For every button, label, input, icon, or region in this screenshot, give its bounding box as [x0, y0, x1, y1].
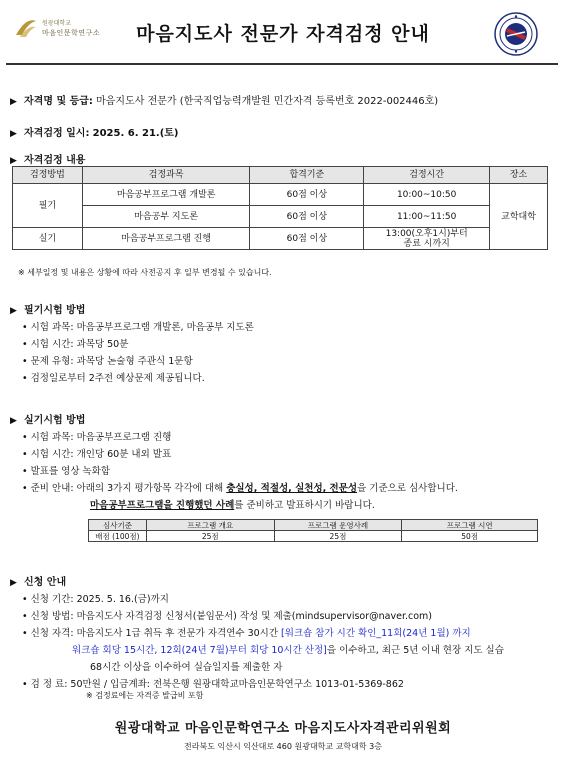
qualification-suffix: 을 이수하고, 최근 5년 이내 현장 지도 실습 [326, 645, 504, 656]
application-heading [10, 573, 66, 588]
list-item: • 검 정 료: 50만원 / 입금계좌: 전북은행 원광대학교마음인문학연구소 1013-01-5369-862 [22, 679, 404, 690]
prep-guide-line2 [90, 497, 375, 511]
header [0, 0, 566, 62]
time-cell: 11:00~11:50 [364, 206, 490, 228]
time-cell: 10:00~10:50 [364, 184, 490, 206]
practical-exam-heading [10, 411, 85, 426]
prep-guide-prefix: • 준비 안내: 아래의 3가지 평가항목 각각에 대해 [22, 483, 227, 494]
pass-cell: 60점 이상 [250, 184, 364, 206]
table-header-cell: 프로그램 개요 [146, 520, 274, 531]
exam-schedule-table [12, 166, 548, 250]
subject-cell: 마음공부프로그램 진행 [82, 228, 250, 250]
table-header-cell: 심사기준 [89, 520, 147, 531]
qualification-line1 [22, 625, 471, 639]
table-header-cell: 프로그램 시연 [402, 520, 538, 531]
table-header-cell: 장소 [490, 167, 548, 184]
list-item: • 시험 시간: 과목당 50분 [22, 339, 129, 350]
triangle-bullet-icon: ▶ [10, 97, 17, 107]
fee-note: ※ 검정료에는 자격증 발급비 포함 [86, 691, 204, 700]
table-cell: 배점 (100점) [89, 531, 147, 542]
time-line1: 13:00(오후1시)부터 [385, 228, 468, 239]
table-cell: 50점 [402, 531, 538, 542]
qualification-name-label: 자격명 및 등급: [24, 96, 93, 107]
list-item: • 신청 기간: 2025. 5. 16.(금)까지 [22, 594, 169, 605]
triangle-bullet-icon: ▶ [10, 156, 17, 166]
organization-address: 전라북도 익산시 익산대로 460 원광대학교 교학대학 3층 [184, 742, 382, 751]
prep-guide-line [22, 480, 458, 494]
written-exam-label: 필기시험 방법 [24, 305, 86, 316]
place-cell: 교학대학 [490, 184, 548, 250]
triangle-bullet-icon: ▶ [10, 416, 17, 426]
prep-guide-suffix2: 를 준비하고 발표하시기 바랍니다. [234, 500, 375, 511]
triangle-bullet-icon: ▶ [10, 129, 17, 139]
schedule-note: ※ 세부일정 및 내용은 상황에 따라 사전공지 후 일부 변경될 수 있습니다. [18, 268, 272, 277]
time-line2: 종료 시까지 [403, 238, 450, 249]
logo-line1: 원광대학교 [42, 20, 71, 27]
table-header-row [13, 167, 548, 184]
exam-content-heading [10, 151, 85, 166]
exam-content-label: 자격검정 내용 [24, 155, 86, 166]
pass-cell: 60점 이상 [250, 228, 364, 250]
qualification-line2 [72, 642, 504, 656]
exam-date-row [10, 124, 179, 139]
qualification-name-value: 마음지도사 전문가 (한국직업능력개발원 민간자격 등록번호 2022-002446호) [96, 96, 439, 107]
table-row [13, 184, 548, 206]
triangle-bullet-icon: ▶ [10, 578, 17, 588]
time-cell [364, 228, 490, 250]
qualification-prefix: • 신청 자격: 마음지도사 1급 취득 후 전문가 자격연수 30시간 [22, 628, 282, 639]
university-seal-icon [494, 12, 538, 56]
page-title: 마음지도사 전문가 자격검정 안내 [136, 23, 430, 45]
prep-guide-suffix: 을 기준으로 심사합니다. [357, 483, 458, 494]
practical-exam-label: 실기시험 방법 [24, 415, 86, 426]
table-header-cell: 검정방법 [13, 167, 83, 184]
subject-cell: 마음공부 지도론 [82, 206, 250, 228]
workshop-note-1: [워크숍 참가 시간 확인_11회(24년 1월) 까지 [281, 628, 471, 639]
qualification-line3: 68시간 이상을 이수하여 실습일지를 제출한 자 [90, 662, 283, 673]
table-cell: 25점 [146, 531, 274, 542]
table-header-cell: 합격기준 [250, 167, 364, 184]
table-row [13, 228, 548, 250]
triangle-bullet-icon: ▶ [10, 306, 17, 316]
table-header-cell: 검정과목 [82, 167, 250, 184]
exam-date-value: 2025. 6. 21.(토) [92, 128, 179, 139]
table-row [89, 531, 538, 542]
exam-date-label: 자격검정 일시: [24, 128, 90, 139]
table-row [13, 206, 548, 228]
practical-method-cell: 실기 [13, 228, 83, 250]
written-method-cell: 필기 [13, 184, 83, 228]
list-item: • 문제 유형: 과목당 논술형 주관식 1문항 [22, 356, 193, 367]
prep-case: 마음공부프로그램을 진행했던 사례 [90, 500, 235, 511]
application-label: 신청 안내 [24, 577, 67, 588]
header-divider [6, 63, 558, 65]
organization-name: 원광대학교 마음인문학연구소 마음지도사자격관리위원회 [114, 721, 452, 736]
table-header-cell: 프로그램 운영사례 [274, 520, 402, 531]
list-item: • 신청 방법: 마음지도사 자격검정 신청서(붙임문서) 작성 및 제출(mindsupervisor@naver.com) [22, 611, 432, 622]
subject-cell: 마음공부프로그램 개발론 [82, 184, 250, 206]
logo-line2: 마음인문학연구소 [42, 29, 101, 37]
list-item: • 시험 과목: 마음공부프로그램 진행 [22, 432, 172, 443]
written-exam-heading [10, 301, 85, 316]
prep-criteria: 충실성, 적절성, 실천성, 전문성 [226, 483, 358, 494]
table-header-cell: 검정시간 [364, 167, 490, 184]
workshop-note-2: 워크숍 회당 15시간, 12회(24년 7월)부터 회당 10시간 산정] [72, 645, 327, 656]
list-item: • 발표를 영상 녹화함 [22, 466, 111, 477]
qualification-name-row [10, 92, 438, 107]
list-item: • 시험 시간: 개인당 60분 내외 발표 [22, 449, 172, 460]
list-item: • 시험 과목: 마음공부프로그램 개발론, 마음공부 지도론 [22, 322, 254, 333]
list-item: • 검정일로부터 2주전 예상문제 제공됩니다. [22, 373, 205, 384]
scoring-table [88, 519, 538, 542]
pass-cell: 60점 이상 [250, 206, 364, 228]
table-cell: 25점 [274, 531, 402, 542]
table-header-row [89, 520, 538, 531]
